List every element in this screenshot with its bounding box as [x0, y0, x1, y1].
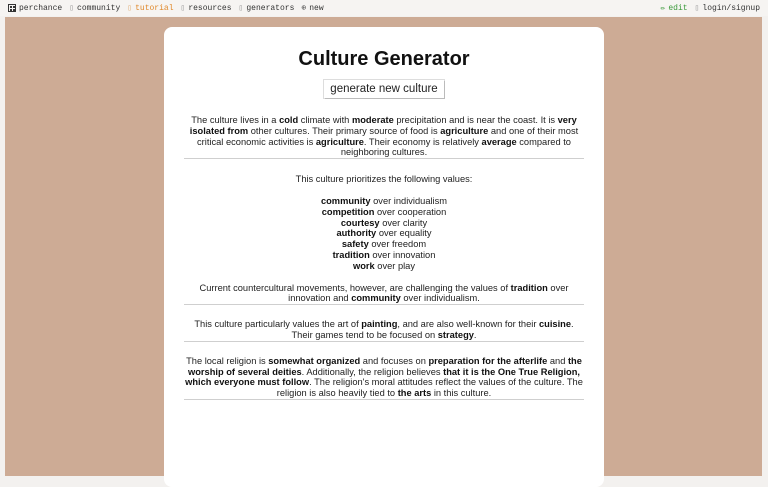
games-value: strategy	[437, 329, 474, 340]
text: in this culture.	[431, 388, 492, 399]
value-item	[184, 250, 584, 261]
user-icon: ▯	[694, 4, 700, 13]
text: precipitation and is near the coast. It is	[393, 115, 558, 125]
text: over individualism.	[400, 293, 480, 304]
counterculture-paragraph	[184, 283, 584, 305]
nav-tutorial-link[interactable]	[127, 3, 173, 13]
nav-login-link[interactable]	[695, 3, 760, 13]
text: and one of their most critical economic activities is	[197, 125, 579, 147]
nav-label: tutorial	[135, 3, 174, 13]
value-item	[184, 196, 584, 207]
challenged-value: tradition	[510, 282, 548, 293]
nav-community-link[interactable]	[69, 3, 120, 13]
nav-edit-link[interactable]	[661, 3, 688, 13]
value-item	[184, 239, 584, 250]
value-over: over cooperation	[374, 206, 447, 217]
nav-resources-link[interactable]	[181, 3, 232, 13]
text: . Additionally, the religion believes	[301, 366, 444, 377]
list-icon: ▯	[238, 4, 244, 13]
text: , and are also well-known for their	[397, 319, 539, 330]
text: and	[547, 355, 568, 366]
religion-organization-value: somewhat organized	[268, 355, 361, 366]
nav-label: resources	[188, 3, 232, 13]
values-intro: This culture prioritizes the following values:	[295, 174, 473, 185]
section-divider	[184, 304, 584, 305]
text: compared to neighboring cultures.	[340, 136, 571, 158]
book-icon: ▯	[127, 4, 133, 13]
environment-paragraph	[184, 115, 584, 158]
navbar-left	[8, 3, 324, 13]
section-divider	[184, 399, 584, 400]
nav-label: generators	[246, 3, 295, 13]
value-name: competition	[321, 206, 375, 217]
text: The culture lives in a	[191, 115, 280, 125]
isolation-value: very isolated from	[189, 115, 577, 136]
nav-generators-link[interactable]	[239, 3, 295, 13]
challenged-value: community	[351, 293, 401, 304]
economic-activity-value: agriculture	[315, 136, 364, 147]
religion-focus-value: preparation for the afterlife	[428, 355, 548, 366]
values-list	[184, 196, 584, 272]
text: . Their games tend to be focused on	[291, 319, 574, 340]
value-name: community	[320, 195, 371, 206]
nav-label: edit	[668, 3, 688, 13]
value-name: tradition	[332, 249, 370, 260]
known-for-value: cuisine	[539, 319, 572, 330]
navbar-right	[661, 3, 760, 13]
value-over: over play	[374, 260, 415, 271]
list-icon: ▯	[180, 4, 186, 13]
religion-paragraph	[184, 356, 584, 399]
nav-label: new	[309, 3, 324, 13]
text: .	[473, 329, 477, 340]
section-divider	[184, 341, 584, 342]
religion-worship-value: the worship of several deities	[188, 355, 582, 377]
generator-output-frame	[5, 17, 762, 476]
text: This culture particularly values the art of	[194, 319, 362, 330]
climate-value: cold	[279, 115, 299, 125]
chat-icon: ▯	[69, 4, 75, 13]
religion-tie-value: the arts	[397, 388, 432, 399]
nav-label: community	[77, 3, 121, 13]
art-value: painting	[361, 319, 398, 330]
text: over innovation and	[288, 282, 569, 304]
value-over: over individualism	[370, 195, 448, 206]
arts-paragraph	[184, 319, 584, 341]
nav-new-link[interactable]	[301, 3, 323, 13]
value-item	[184, 228, 584, 239]
value-over: over equality	[376, 228, 432, 239]
text: Current countercultural movements, however, are challenging the values of	[199, 282, 511, 293]
text: The local religion is	[186, 355, 269, 366]
text: . The religion's moral attitudes reflect the values of the culture. The religion is also heavily tied to	[276, 377, 583, 399]
value-item	[184, 207, 584, 218]
food-source-value: agriculture	[440, 125, 489, 136]
value-name: safety	[341, 239, 369, 250]
content-card	[164, 27, 604, 487]
plus-circle-icon: ⊕	[301, 4, 307, 13]
nav-label: login/signup	[702, 3, 760, 13]
value-over: over innovation	[369, 249, 436, 260]
text: other cultures. Their primary source of food is	[248, 125, 441, 136]
nav-label: perchance	[19, 3, 63, 13]
top-navbar	[0, 0, 768, 16]
value-over: over clarity	[379, 217, 428, 228]
section-divider	[184, 158, 584, 159]
dice-icon	[8, 4, 16, 12]
value-name: courtesy	[340, 217, 380, 228]
value-over: over freedom	[368, 239, 427, 250]
text: . Their economy is relatively	[363, 136, 482, 147]
text: and focuses on	[360, 355, 429, 366]
generate-new-culture-button[interactable]: generate new culture	[324, 80, 443, 98]
precipitation-value: moderate	[351, 115, 394, 125]
page-title: Culture Generator	[298, 48, 470, 70]
pencil-icon: ✏	[660, 4, 666, 13]
value-name: work	[352, 260, 375, 271]
values-section	[184, 174, 584, 304]
text: climate with	[298, 115, 352, 125]
value-name: authority	[336, 228, 377, 239]
nav-perchance-link[interactable]	[8, 4, 62, 13]
religion-belief-value: that it is the One True Religion, which everyone must follow	[185, 366, 580, 388]
economy-value: average	[481, 136, 517, 147]
value-item	[184, 261, 584, 272]
value-item	[184, 218, 584, 229]
